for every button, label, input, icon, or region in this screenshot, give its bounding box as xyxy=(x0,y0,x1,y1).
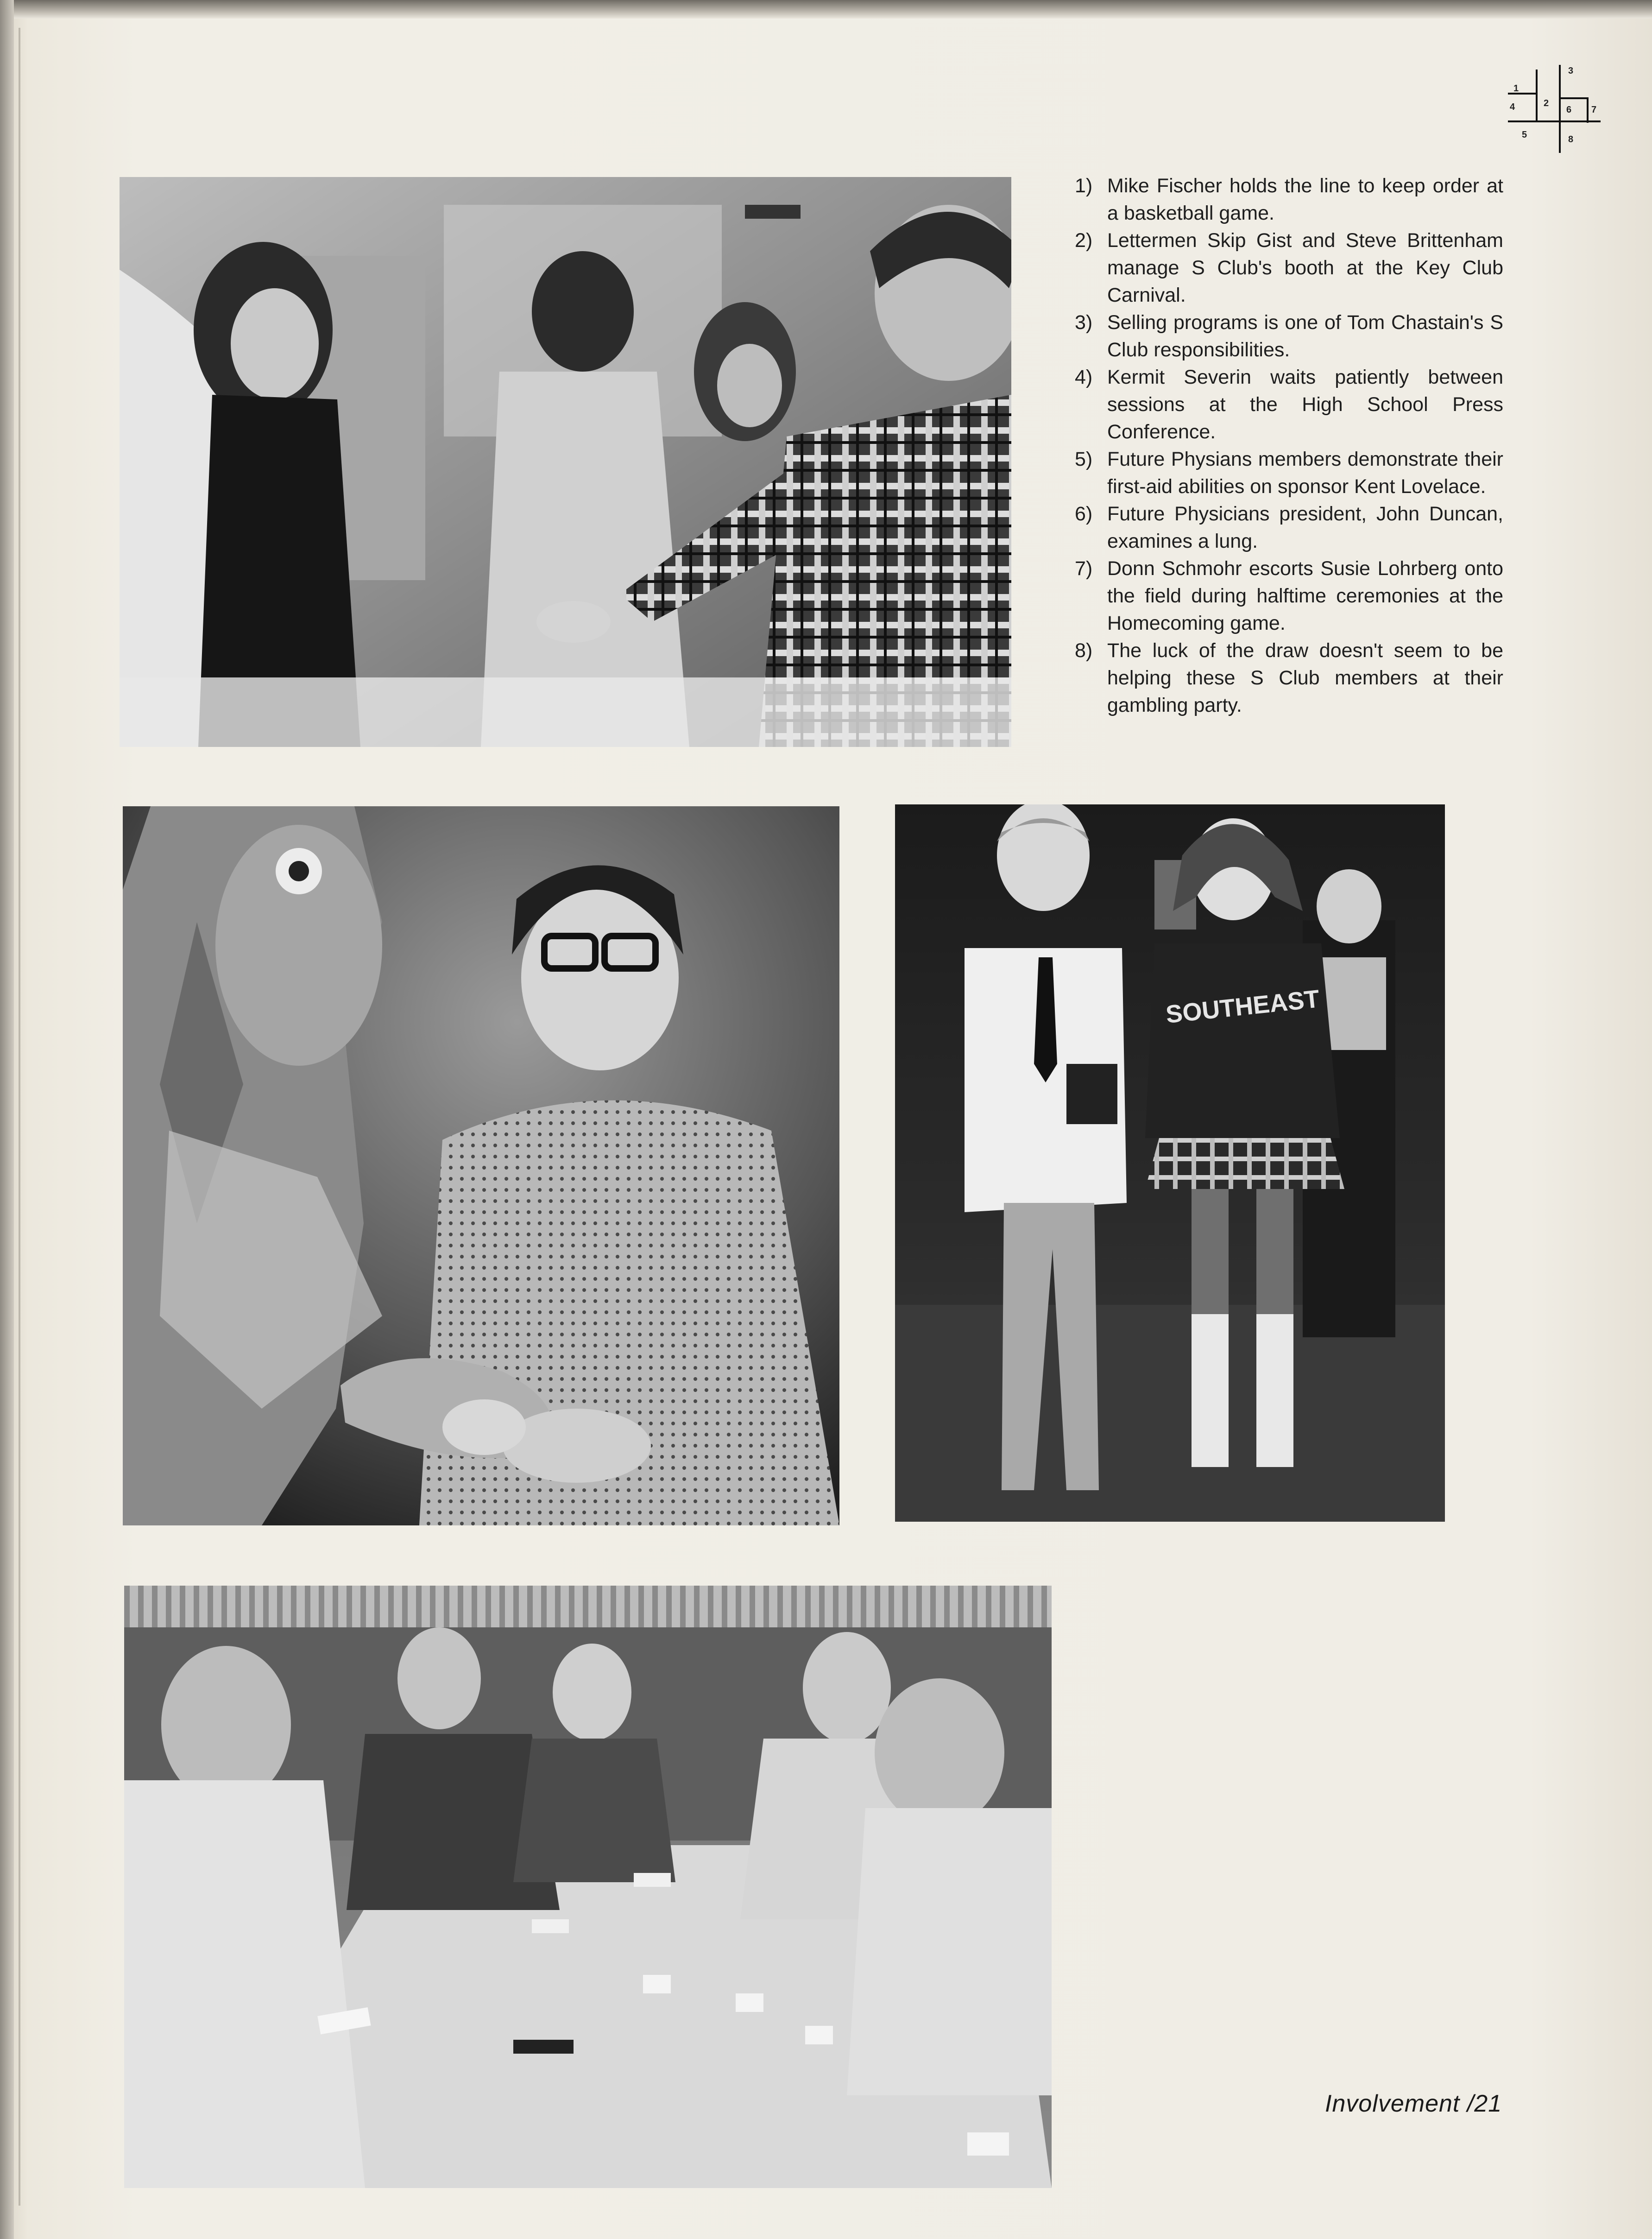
key-number-6: 6 xyxy=(1566,105,1572,115)
photo-homecoming xyxy=(895,804,1445,1522)
key-number-5: 5 xyxy=(1522,130,1527,140)
caption-item: 2) Lettermen Skip Gist and Steve Brittenham manage S Club's booth at the Key Club Carnival. xyxy=(1075,229,1503,306)
key-number-1: 1 xyxy=(1513,83,1519,94)
caption-item: 7) Donn Schmohr escorts Susie Lohrberg onto the field during halftime ceremonies at the Homecoming game. xyxy=(1075,557,1503,634)
caption-list xyxy=(1075,172,1503,719)
photo-card-game xyxy=(124,1586,1052,2188)
caption-item: 8) The luck of the draw doesn't seem to be helping these S Club members at their gambling party. xyxy=(1075,639,1503,716)
key-number-4: 4 xyxy=(1510,102,1515,112)
key-number-3: 3 xyxy=(1568,66,1574,76)
key-number-2: 2 xyxy=(1544,98,1549,108)
key-number-7: 7 xyxy=(1591,105,1597,115)
page-top-edge xyxy=(0,0,1652,19)
caption-item: 5) Future Physians members demonstrate their first-aid abilities on sponsor Kent Lovelace. xyxy=(1075,448,1503,498)
caption-item: 1) Mike Fischer holds the line to keep order at a basketball game. xyxy=(1075,175,1503,224)
key-number-8: 8 xyxy=(1568,134,1574,145)
sweater-lettering: SOUTHEAST xyxy=(1164,985,1321,1029)
footer-page-number: /21 xyxy=(1467,2090,1502,2117)
caption-item: 4) Kermit Severin waits patiently between sessions at the High School Press Conference. xyxy=(1075,366,1503,443)
footer-section: Involvement xyxy=(1325,2090,1460,2117)
page-binding xyxy=(0,0,14,2239)
caption-item: 3) Selling programs is one of Tom Chastain's S Club responsibilities. xyxy=(1075,311,1503,361)
photo-layout-key xyxy=(1508,65,1601,153)
caption-item: 6) Future Physicians president, John Duncan, examines a lung. xyxy=(1075,503,1503,552)
binding-stitch-line xyxy=(19,28,20,2206)
page-footer xyxy=(1325,2090,1502,2118)
photo-anatomy-lung xyxy=(123,806,839,1525)
photo-carnival-booth xyxy=(120,177,1011,747)
